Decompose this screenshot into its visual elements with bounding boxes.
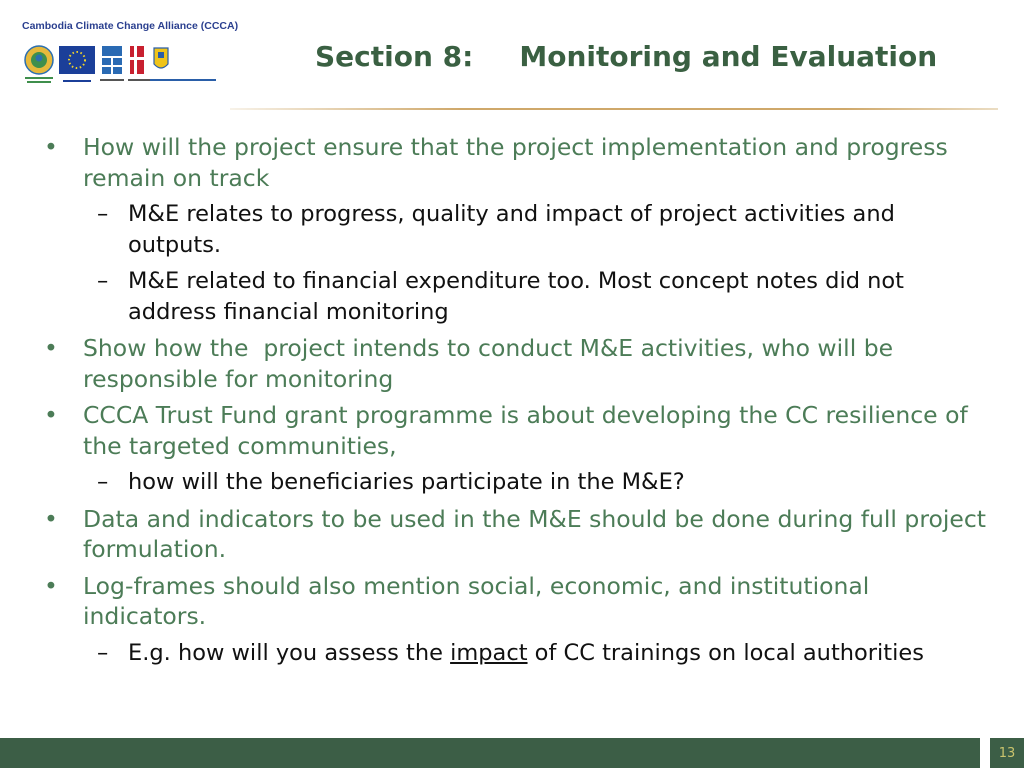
bullet-text: Show how the project intends to conduct M&E activities, who will be responsible for monitoring [83, 334, 901, 393]
sub-bullet-item [44, 266, 994, 327]
undp-logo [100, 46, 124, 81]
page-number: 13 [998, 745, 1016, 761]
sub-bullet-text [128, 640, 924, 666]
bullet-text: Data and indicators to be used in the M&E should be done during full project formulation. [83, 504, 986, 563]
bullet-item [44, 571, 994, 632]
sub-bullet-text: M&E relates to progress, quality and impact of project activities and outputs. [128, 201, 895, 258]
sub-bullet-text-after: of CC trainings on local authorities [527, 639, 924, 666]
bullet-text: How will the project ensure that the project implementation and progress remain on track [83, 133, 948, 192]
bullet-marker: • [44, 504, 58, 533]
bullet-item [44, 504, 994, 565]
slide-title [315, 40, 937, 73]
sub-bullet-item [44, 467, 994, 498]
bullet-marker: • [44, 133, 58, 161]
bullet-text: CCCA Trust Fund grant programme is about developing the CC resilience of the targeted communities, [83, 401, 968, 460]
denmark-logo [128, 46, 150, 81]
sub-bullet-text: M&E related to financial expenditure too. Most concept notes did not address financial monitoring [128, 268, 904, 325]
sub-bullet-text: how will the beneficiaries participate in the M&E? [128, 469, 685, 495]
bullet-item [44, 400, 994, 461]
title-divider [230, 108, 998, 110]
section-number: Section 8: [315, 40, 474, 73]
sub-bullet-item [44, 199, 994, 260]
bullet-list [44, 132, 994, 674]
org-title: Cambodia Climate Change Alliance (CCCA) [22, 20, 239, 32]
bullet-text: Log-frames should also mention social, economic, and institutional indicators. [83, 571, 870, 630]
ministry-of-environment-logo [25, 46, 53, 83]
section-topic: Monitoring and Evaluation [519, 40, 938, 73]
bullet-marker: • [44, 334, 58, 362]
embassy-of-sweden-logo [150, 48, 216, 81]
sub-bullet-text-before: E.g. how will you assess the [128, 639, 451, 666]
header-logos [22, 20, 239, 88]
underlined-emphasis: impact [450, 639, 528, 666]
dash-marker: – [97, 469, 109, 495]
dash-marker: – [97, 268, 109, 294]
european-union-logo [59, 46, 95, 82]
dash-marker: – [97, 201, 109, 227]
bullet-marker: • [44, 401, 58, 429]
bullet-item [44, 132, 994, 193]
page-number-box [990, 738, 1024, 768]
partner-logo-strip [22, 44, 222, 88]
bullet-marker: • [44, 571, 58, 600]
dash-marker: – [97, 639, 109, 666]
footer-bar [0, 738, 980, 768]
sub-bullet-item [44, 638, 994, 669]
bullet-item [44, 333, 994, 394]
